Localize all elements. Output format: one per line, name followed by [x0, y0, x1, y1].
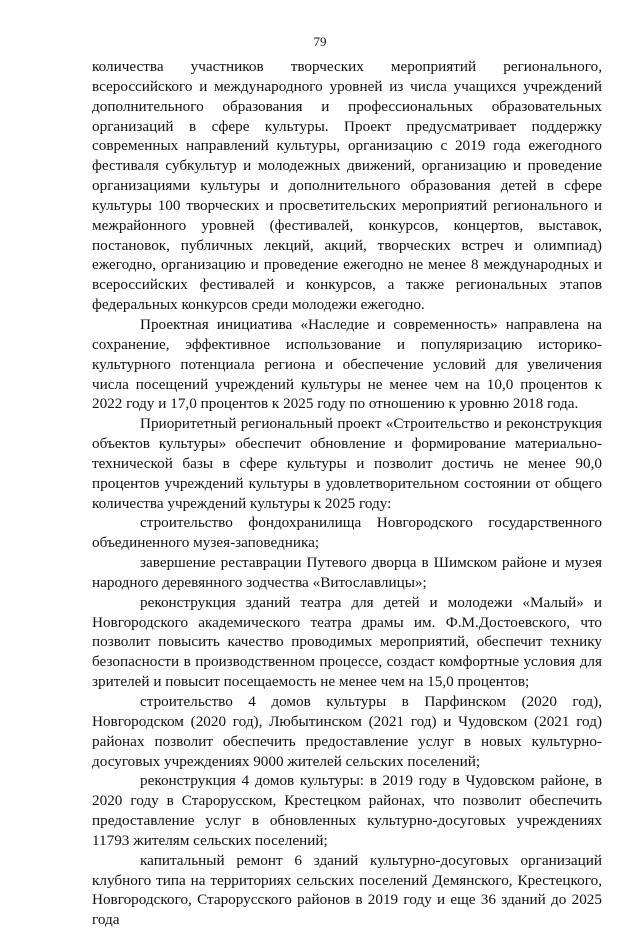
list-item-theatre-reconstruction: реконструкция зданий театра для детей и молодежи «Малый» и Новгородского академического театра драмы им. Ф.М.Достоевского, что позволит повысить качество проводимых мероприятий, обеспечит технику безопасности в производственном процессе, создаст комфортные условия для зрителей и повысит посещаемость не менее чем на 15,0 процентов;: [92, 593, 602, 691]
list-item-palace-restoration: завершение реставрации Путевого дворца в Шимском районе и музея народного деревянного зодчества «Витославлицы»;: [92, 554, 602, 591]
list-item-culture-houses-construction: строительство 4 домов культуры в Парфинском (2020 год), Новгородском (2020 год), Любытинском (2021 год) и Чудовском (2021 год) районах позволит обеспечить предоставление услуг в новых культурно-досуговых учреждениях 9000 жителей сельских поселений;: [92, 693, 602, 770]
paragraph-construction-project: Приоритетный региональный проект «Строительство и реконструкция объектов культуры» обеспечит обновление и формирование материально-технической базы в сфере культуры и позволит достичь не менее 90,0 процентов учреждений культуры в удовлетворительном состоянии от общего количества учреждений культуры к 2025 году:: [92, 415, 602, 512]
list-item-capital-repair: капитальный ремонт 6 зданий культурно-досуговых организаций клубного типа на территориях сельских поселений Демянского, Крестецкого, Новгородского, Старорусского районов в 2019 году и еще 36 зданий до 2025 года: [92, 851, 602, 929]
list-item-storage-facility: строительство фондохранилища Новгородского государственного объединенного музея-заповедника;: [92, 514, 602, 552]
page-number: 79: [313, 34, 327, 49]
paragraph-heritage-initiative: Проектная инициатива «Наследие и современность» направлена на сохранение, эффективное использование и популяризацию историко-культурного потенциала региона и обеспечение условий для увеличения числа посещений учреждений культуры не менее чем на 10,0 процентов к 2022 году и 17,0 процентов к 2025 году по отношению к уровню 2018 года.: [92, 315, 602, 413]
document-body: [92, 57, 602, 930]
paragraph-continuation: количества участников творческих мероприятий регионального, всероссийского и международного уровней из числа учащихся учреждений дополнительного образования и профессиональных образовательных организаций в сфере культуры. Проект предусматривает поддержку современных направлений культуры, организацию с 2019 года ежегодного фестиваля субкультур и молодежных движений, организацию и проведение организациями культуры и дополнительного образования детей в сфере культуры 100 творческих и просветительских мероприятий регионального и межрайонного уровней (фестивалей, конкурсов, концертов, выставок, постановок, публичных лекций, акций, творческих встреч и олимпиад) ежегодно, организацию и проведение ежегодно не менее 8 международных и всероссийских фестивалей и конкурсов, а также региональных этапов федеральных конкурсов среди молодежи ежегодно.: [92, 58, 602, 314]
list-item-culture-houses-reconstruction: реконструкция 4 домов культуры: в 2019 году в Чудовском районе, в 2020 году в Старорусском, Крестецком районах, что позволит обеспечить предоставление услуг в обновленных культурно-досуговых учреждениях 11793 жителям сельских поселений;: [92, 772, 602, 849]
